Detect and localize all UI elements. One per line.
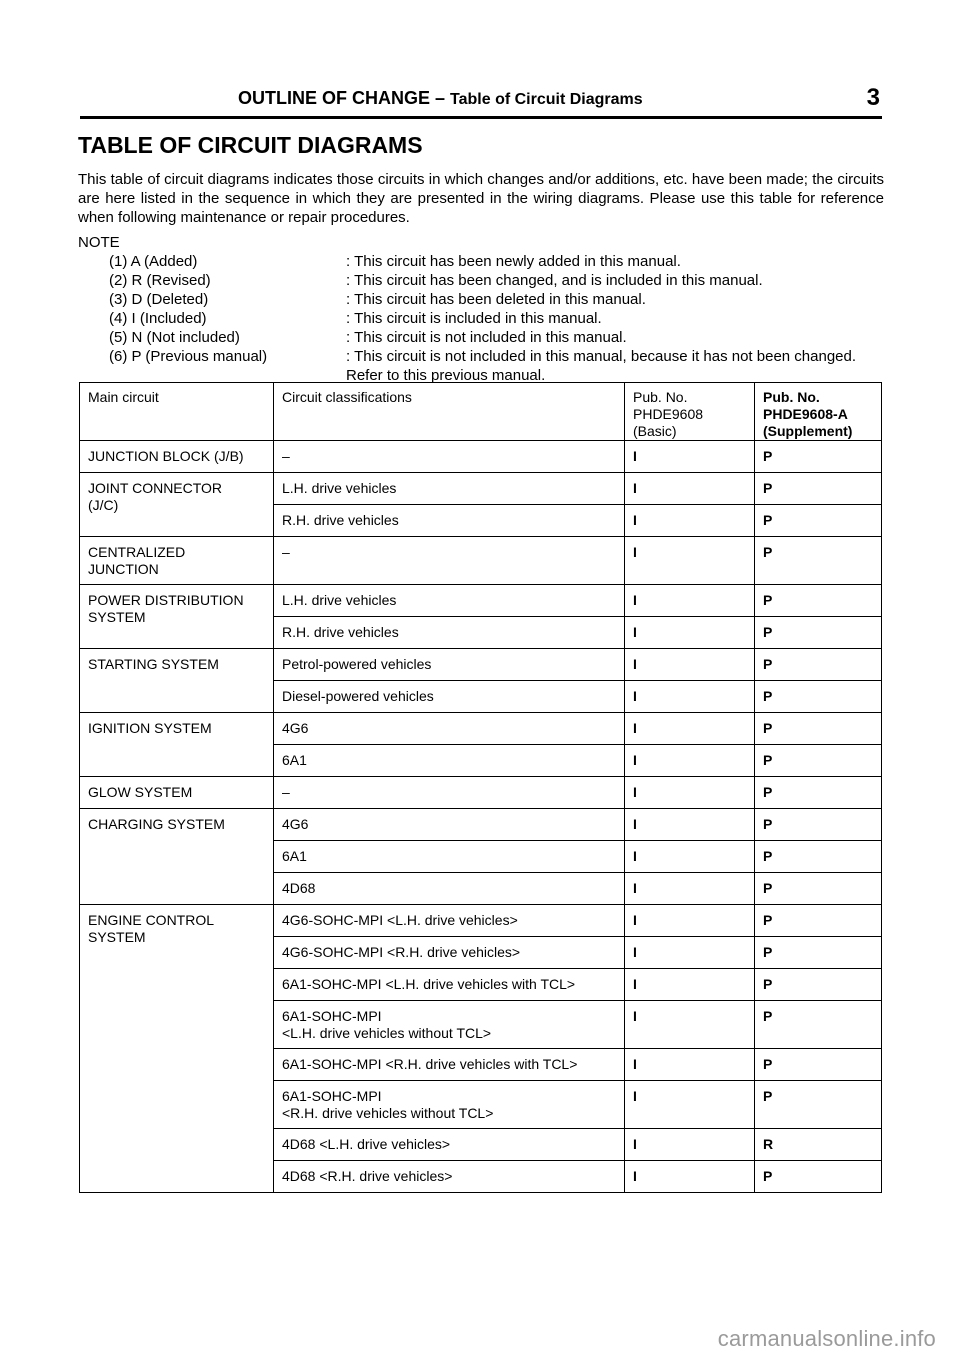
header-main-circuit: Main circuit	[80, 383, 274, 441]
classification-cell: 4G6	[274, 809, 625, 841]
table-row	[80, 441, 882, 473]
note-code: (2) R (Revised)	[109, 272, 211, 289]
note-code: (6) P (Previous manual)	[109, 348, 268, 365]
supplement-status-cell: P	[755, 617, 882, 649]
basic-status-cell: I	[625, 441, 755, 473]
supplement-status-cell: P	[755, 1049, 882, 1081]
table-row	[80, 537, 882, 585]
note-item	[78, 290, 856, 309]
main-circuit-cell: JOINT CONNECTOR (J/C)	[80, 473, 274, 537]
basic-status-cell: I	[625, 585, 755, 617]
table-row	[80, 777, 882, 809]
watermark: carmanualsonline.info	[717, 1326, 936, 1351]
note-item	[78, 309, 856, 328]
page-number: 3	[866, 84, 880, 111]
classification-cell: 6A1-SOHC-MPI <L.H. drive vehicles with TCL>	[274, 969, 625, 1001]
supplement-status-cell: P	[755, 745, 882, 777]
note-description: : This circuit is included in this manual.	[346, 310, 602, 327]
classification-cell: 6A1-SOHC-MPI <R.H. drive vehicles with TCL>	[274, 1049, 625, 1081]
basic-status-cell: I	[625, 809, 755, 841]
supplement-status-cell: P	[755, 905, 882, 937]
classification-cell: L.H. drive vehicles	[274, 473, 625, 505]
classification-cell: Diesel-powered vehicles	[274, 681, 625, 713]
classification-cell: 4D68 <L.H. drive vehicles>	[274, 1129, 625, 1161]
classification-cell: 4G6	[274, 713, 625, 745]
main-circuit-cell: CENTRALIZED JUNCTION	[80, 537, 274, 585]
circuit-table-body	[80, 383, 882, 1193]
supplement-status-cell: P	[755, 713, 882, 745]
supplement-status-cell: P	[755, 585, 882, 617]
page-header	[80, 86, 882, 119]
classification-cell: R.H. drive vehicles	[274, 617, 625, 649]
basic-status-cell: I	[625, 537, 755, 585]
supplement-status-cell: P	[755, 937, 882, 969]
classification-cell: Petrol-powered vehicles	[274, 649, 625, 681]
main-circuit-cell: IGNITION SYSTEM	[80, 713, 274, 777]
classification-cell: 4G6-SOHC-MPI <R.H. drive vehicles>	[274, 937, 625, 969]
classification-cell: –	[274, 441, 625, 473]
basic-status-cell: I	[625, 649, 755, 681]
classification-cell: 6A1	[274, 841, 625, 873]
basic-status-cell: I	[625, 777, 755, 809]
note-description: : This circuit has been newly added in this manual.	[346, 253, 681, 270]
supplement-status-cell: P	[755, 777, 882, 809]
main-circuit-cell: JUNCTION BLOCK (J/B)	[80, 441, 274, 473]
basic-status-cell: I	[625, 1001, 755, 1049]
note-item	[78, 271, 856, 290]
basic-status-cell: I	[625, 1081, 755, 1129]
note-code: (1) A (Added)	[109, 253, 198, 270]
supplement-status-cell: P	[755, 969, 882, 1001]
basic-status-cell: I	[625, 713, 755, 745]
header-section: OUTLINE OF CHANGE	[238, 88, 430, 108]
header-title	[238, 88, 643, 109]
table-row	[80, 585, 882, 617]
basic-status-cell: I	[625, 841, 755, 873]
supplement-status-cell: P	[755, 873, 882, 905]
table-row	[80, 713, 882, 745]
classification-cell: 6A1	[274, 745, 625, 777]
supplement-status-cell: P	[755, 1081, 882, 1129]
circuit-table	[79, 382, 882, 1193]
basic-status-cell: I	[625, 681, 755, 713]
table-row	[80, 473, 882, 505]
note-description: Refer to this previous manual.	[346, 367, 546, 384]
supplement-status-cell: P	[755, 441, 882, 473]
classification-cell: 6A1-SOHC-MPI <L.H. drive vehicles without TCL>	[274, 1001, 625, 1049]
main-circuit-cell: GLOW SYSTEM	[80, 777, 274, 809]
basic-status-cell: I	[625, 905, 755, 937]
classification-cell: 4D68	[274, 873, 625, 905]
supplement-status-cell: P	[755, 1161, 882, 1193]
main-circuit-cell: POWER DISTRIBUTION SYSTEM	[80, 585, 274, 649]
supplement-status-cell: P	[755, 505, 882, 537]
header-dash: –	[430, 88, 451, 108]
classification-cell: –	[274, 777, 625, 809]
table-row	[80, 809, 882, 841]
supplement-status-cell: P	[755, 809, 882, 841]
supplement-status-cell: R	[755, 1129, 882, 1161]
supplement-status-cell: P	[755, 1001, 882, 1049]
main-circuit-cell: ENGINE CONTROL SYSTEM	[80, 905, 274, 1193]
classification-cell: L.H. drive vehicles	[274, 585, 625, 617]
supplement-status-cell: P	[755, 473, 882, 505]
supplement-status-cell: P	[755, 841, 882, 873]
classification-cell: R.H. drive vehicles	[274, 505, 625, 537]
note-item	[78, 328, 856, 347]
intro-text: This table of circuit diagrams indicates those circuits in which changes and/or additions, etc. have been made; the circuits are here listed in the sequence in which they are presented in the wiring diagrams. Please use this table for reference when following maintenance or repair procedures.	[78, 171, 884, 226]
document-title: TABLE OF CIRCUIT DIAGRAMS	[78, 132, 423, 158]
basic-status-cell: I	[625, 505, 755, 537]
table-row	[80, 905, 882, 937]
main-circuit-cell: CHARGING SYSTEM	[80, 809, 274, 905]
note-item	[78, 347, 856, 366]
basic-status-cell: I	[625, 969, 755, 1001]
classification-cell: 6A1-SOHC-MPI <R.H. drive vehicles without TCL>	[274, 1081, 625, 1129]
note-description: : This circuit has been deleted in this manual.	[346, 291, 646, 308]
header-pub-supplement: Pub. No. PHDE9608-A (Supplement)	[755, 383, 882, 441]
basic-status-cell: I	[625, 1049, 755, 1081]
intro-paragraph	[78, 170, 884, 227]
supplement-status-cell: P	[755, 681, 882, 713]
main-circuit-cell: STARTING SYSTEM	[80, 649, 274, 713]
header-subtitle: Table of Circuit Diagrams	[450, 91, 643, 108]
basic-status-cell: I	[625, 937, 755, 969]
classification-cell: –	[274, 537, 625, 585]
note-description: : This circuit is not included in this manual, because it has not been changed.	[346, 348, 857, 365]
classification-cell: 4G6-SOHC-MPI <L.H. drive vehicles>	[274, 905, 625, 937]
supplement-status-cell: P	[755, 537, 882, 585]
table-header-row	[80, 383, 882, 441]
basic-status-cell: I	[625, 473, 755, 505]
basic-status-cell: I	[625, 1129, 755, 1161]
basic-status-cell: I	[625, 745, 755, 777]
note-code: (5) N (Not included)	[109, 329, 240, 346]
notes-section	[78, 233, 856, 385]
note-list	[78, 252, 856, 385]
header-pub-basic: Pub. No. PHDE9608 (Basic)	[625, 383, 755, 441]
note-code: (4) I (Included)	[109, 310, 207, 327]
note-code: (3) D (Deleted)	[109, 291, 209, 308]
basic-status-cell: I	[625, 873, 755, 905]
basic-status-cell: I	[625, 617, 755, 649]
basic-status-cell: I	[625, 1161, 755, 1193]
note-item	[78, 252, 856, 271]
note-description: : This circuit has been changed, and is included in this manual.	[346, 272, 763, 289]
table-row	[80, 649, 882, 681]
supplement-status-cell: P	[755, 649, 882, 681]
note-heading: NOTE	[78, 234, 120, 251]
header-classification: Circuit classifications	[274, 383, 625, 441]
note-description: : This circuit is not included in this manual.	[346, 329, 627, 346]
classification-cell: 4D68 <R.H. drive vehicles>	[274, 1161, 625, 1193]
